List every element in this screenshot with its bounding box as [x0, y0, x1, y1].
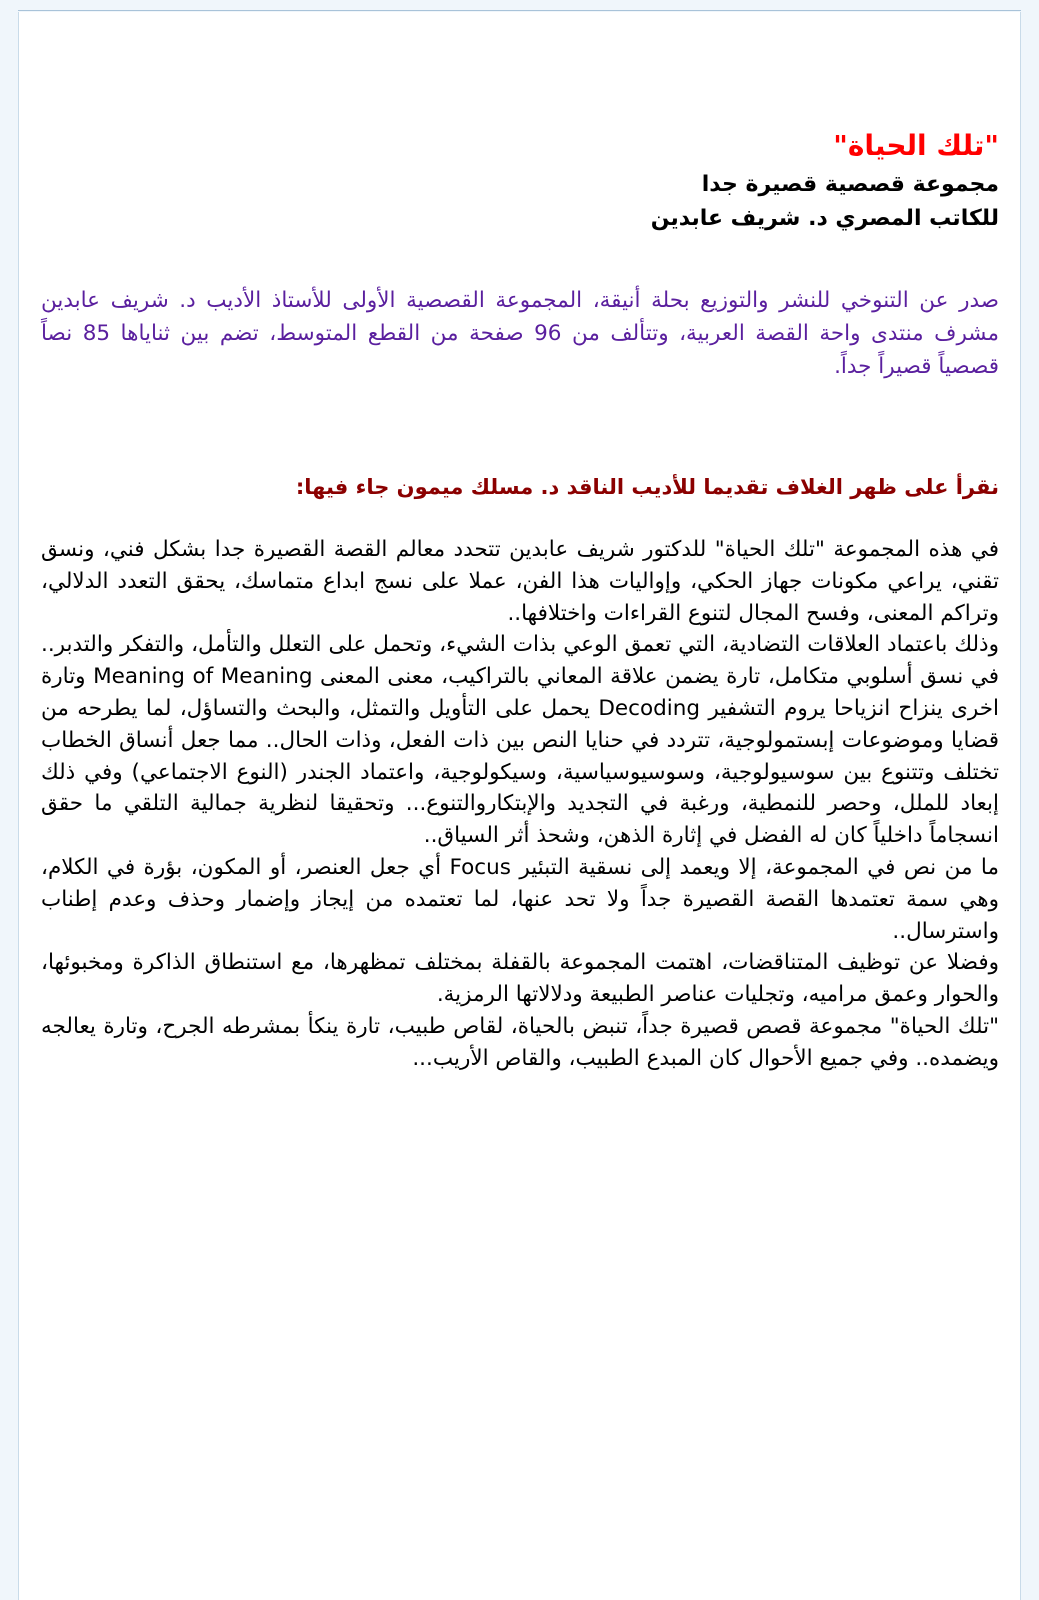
top-divider: [18, 10, 1021, 11]
body-paragraph: وفضلا عن توظيف المتناقضات، اهتمت المجموعة بالقفلة بمختلف تمظهرها، مع استنطاق الذاكرة ومخبوئها، والحوار وعمق مراميه، وتجليات عناصر الطبيعة ودلالاتها الرمزية.: [41, 950, 999, 1008]
author-line: للكاتب المصري د. شريف عابدين: [650, 206, 999, 231]
intro-paragraph: صدر عن التنوخي للنشر والتوزيع بحلة أنيقة، المجموعة القصصية الأولى للأستاذ الأديب د. شريف عابدين مشرف منتدى واحة القصة العربية، وتتألف من 96 صفحة من القطع المتوسط، تضم بين ثناياها 85 نصاً قصصياً قصيراً جداً.: [41, 288, 1000, 379]
body-paragraph: ما من نص في المجموعة، إلا ويعمد إلى نسقية التبئير Focus أي جعل العنصر، أو المكون، بؤرة في الكلام، وهي سمة تعتمدها القصة القصيرة جداً ولا تحد عنها، لما تعتمده من إيجاز وإضمار وحذف وعدم إطناب واسترسال..: [41, 854, 999, 944]
quote-heading: نقرأ على ظهر الغلاف تقديما للأديب الناقد د. مسلك ميمون جاء فيها:: [295, 475, 999, 499]
article-title: "تلك الحياة": [833, 129, 999, 162]
quote-body: [41, 534, 999, 1075]
body-paragraph: في هذه المجموعة "تلك الحياة" للدكتور شريف عابدين تتحدد معالم القصة القصيرة جدا بشكل فني، ونسق تقني، يراعي مكونات جهاز الحكي، وإواليات هذا الفن، عملا على نسج ابداع متماسك، يحقق التعدد الدلالي، وتراكم المعنى، وفسح المجال لتنوع القراءات واختلافها..: [41, 537, 999, 626]
article-page: [18, 12, 1021, 1600]
body-paragraph: "تلك الحياة" مجموعة قصص قصيرة جداً، تنبض بالحياة، لقاص طبيب، تارة ينكأ بمشرطه الجرح، وتارة يعالجه ويضمده.. وفي جميع الأحوال كان المبدع الطبيب، والقاص الأريب...: [41, 1013, 999, 1071]
body-paragraph: وذلك باعتماد العلاقات التضادية، التي تعمق الوعي بذات الشيء، وتحمل على التعلل والتأمل، والتفكر والتدبر.. في نسق أسلوبي متكامل، تارة يضمن علاقة المعاني بالتراكيب، معنى المعنى Meaning of Meaning وتارة اخرى ينزاح انزياحا يروم التشفير Decoding يحمل على التأويل والتمثل، والبحث والتساؤل، لما يطرحه من قضايا وموضوعات إبستمولوجية، تتردد في حنايا النص بين ذات الفعل، وذات الحال.. مما جعل أنساق الخطاب تختلف وتتنوع بين سوسيولوجية، وسوسيوسياسية، وسيكولوجية، واعتماد الجندر (النوع الاجتماعي) وفي ذلك إبعاد للملل، وحصر للنمطية، ورغبة في التجديد والإبتكاروالتنوع... وتحقيقا لنظرية جمالية التلقي ما حقق انسجاماً داخلياً كان له الفضل في إثارة الذهن، وشحذ أثر السياق..: [41, 632, 999, 849]
article-subtitle: مجموعة قصصية قصيرة جدا: [701, 172, 999, 197]
article-content: [41, 124, 999, 1075]
